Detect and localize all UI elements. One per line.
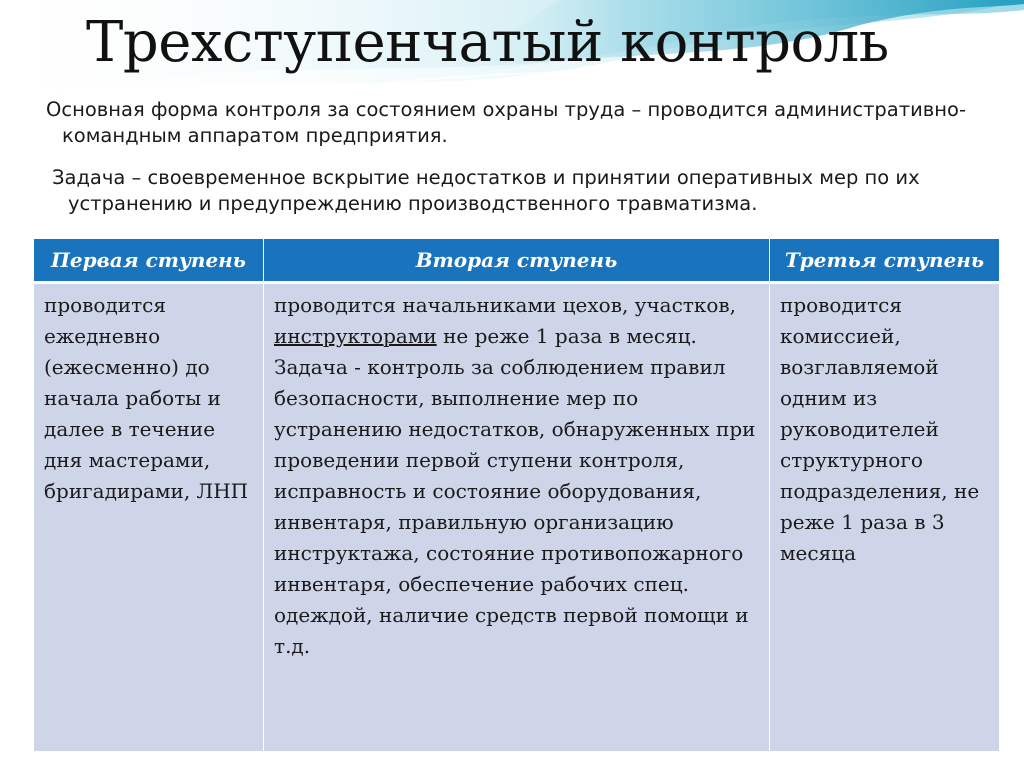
slide-title: Трехступенчатый контроль (86, 10, 889, 75)
second-stage-text-end: не реже 1 раза в месяц. Задача - контроль за соблюдением правил безопасности, выполнение мер по устранению недостатков, обнаруженных при проведении первой ступени контроля, исправность и состояние оборудования, инвентаря, правильную организацию инструктажа, состояние противопожарного инвентаря, обеспечение рабочих спец. одеждой, наличие средств первой помощи и т.д. (274, 324, 756, 658)
stages-table (33, 238, 1000, 752)
table-header-row (34, 239, 1000, 283)
header-third-stage: Третья ступень (770, 239, 1000, 283)
task-paragraph: Задача – своевременное вскрытие недостатков и принятии оперативных мер по их устранению и предупреждению производственного травматизма. (52, 166, 920, 215)
intro-paragraph: Основная форма контроля за состоянием охраны труда – проводится административно-командным аппаратом предприятия. (46, 98, 966, 147)
second-stage-cell (264, 283, 770, 752)
second-stage-text-start: проводится начальниками цехов, участков, (274, 293, 737, 317)
header-second-stage: Вторая ступень (264, 239, 770, 283)
table-row (34, 283, 1000, 752)
header-first-stage: Первая ступень (34, 239, 264, 283)
first-stage-cell: проводится ежедневно (ежесменно) до начала работы и далее в течение дня мастерами, бригадирами, ЛНП (34, 283, 264, 752)
third-stage-cell: проводится комиссией, возглавляемой одним из руководителей структурного подразделения, не реже 1 раза в 3 месяца (770, 283, 1000, 752)
second-stage-underlined: инструкторами (274, 324, 437, 348)
